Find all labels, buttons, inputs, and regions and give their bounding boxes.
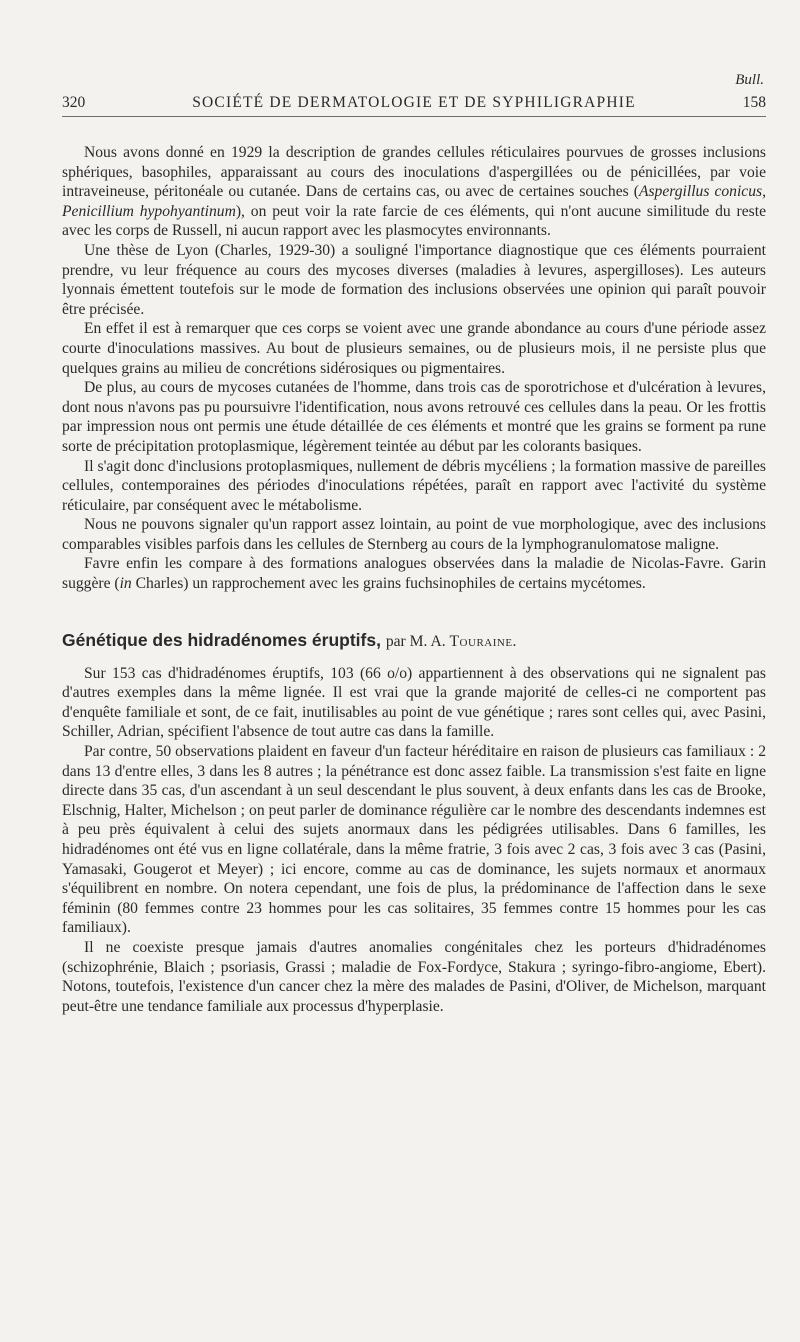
article-title: Génétique des hidradénomes éruptifs, par M. A. Touraine. [62,629,517,650]
paragraph: Une thèse de Lyon (Charles, 1929-30) a souligné l'importance diagnostique que ces éléments pourraient prendre, vu leur fréquence au cours des mycoses diverses (maladies à levures, aspergilloses). Les auteurs lyonnais émettent toutefois sur le mode de formation des inclusions observées une opinion qui paraît pouvoir être précisée. [62,241,766,318]
article-body-2 [62,628,766,1017]
paragraph: Il s'agit donc d'inclusions protoplasmiques, nullement de débris mycéliens ; la formation massive de pareilles cellules, contemporaines des périodes d'inoculations répétées, paraît en rapport avec l'activité du système réticulaire, par conséquent avec le métabolisme. [62,457,766,514]
byline: par M. A. Touraine. [385,632,517,650]
article-body-1 [62,143,766,594]
paragraph: En effet il est à remarquer que ces corps se voient avec une grande abondance au cours d'une période assez courte d'inoculations massives. Au bout de plusieurs semaines, ou de plusieurs mois, il ne persiste plus que quelques grains au milieu de concrétions sidérosiques ou pigmentaires. [62,320,766,377]
paragraph: Nous ne pouvons signaler qu'un rapport assez lointain, au point de vue morphologique, avec des inclusions comparables visibles parfois dans les cellules de Sternberg au cours de la lymphogranulomatose maligne. [62,516,766,553]
paragraph: Favre enfin les compare à des formations analogues observées dans la maladie de Nicolas-Favre. Garin suggère (in Charles) un rapprochement avec les grains fuchsinophiles de certains mycétomes. [62,555,766,593]
paragraph: De plus, au cours de mycoses cutanées de l'homme, dans trois cas de sporotrichose et d'ulcération à levures, dont nous n'avons pas pu poursuivre l'identification, nous avons retrouvé ces cellules dans la peau. Or les frottis par impression nous ont permis une étude détaillée de ces éléments et montré que les grains se forment pa rune sorte de précipitation protoplasmique, légèrement teintée au début par les colorants basiques. [62,379,766,455]
issue-number: 158 [742,94,766,111]
journal-abbreviation: Bull. [735,72,764,88]
species-names: Aspergillus conicus, Penicillium hypohyantinum [62,183,766,220]
page-number: 320 [62,94,86,111]
running-title: SOCIÉTÉ DE DERMATOLOGIE ET DE SYPHILIGRAPHIE [192,94,636,111]
journal-page [62,70,766,1016]
paragraph: Sur 153 cas d'hidradénomes éruptifs, 103 (66 o/o) appartiennent à des observations qui ne signalent pas d'autres exemples dans la même lignée. Il est vrai que la grande majorité de celles-ci ne comportent pas d'enquête familiale et sont, de ce fait, inutilisables au point de vue génétique ; rares sont celles qui, avec Pasini, Schiller, Adrian, spécifient l'absence de tout autre cas dans la famille. [62,664,766,741]
paragraph: Il ne coexiste presque jamais d'autres anomalies congénitales chez les porteurs d'hidradénomes (schizophrénie, Blaich ; psoriasis, Grassi ; maladie de Fox-Fordyce, Stakura ; syringo-fibro-angiome, Ebert). Notons, toutefois, l'existence d'un cancer chez la mère des malades de Pasini, d'Oliver, de Michelson, marquant peut-être une tendance familiale aux processus d'hyperplasie. [62,938,766,1015]
author-name: Touraine. [449,632,517,650]
running-header [62,90,766,117]
paragraph: Nous avons donné en 1929 la description de grandes cellules réticulaires pourvues de grosses inclusions sphériques, basophiles, apparaissant au cours des inoculations d'aspergillées ou de pénicillées, par voie intraveineuse, péritonéale ou cutanée. Dans de certains cas, ou avec de certaines souches (Aspergillus conicus, Penicillium hypohyantinum), on peut voir la rate farcie de ces éléments, qui n'ont aucune similitude du reste avec les corps de Russell, ni aucun rapport avec les plasmocytes environnants. [62,144,766,240]
paragraph: Par contre, 50 observations plaident en faveur d'un facteur héréditaire en raison de plusieurs cas familiaux : 2 dans 13 d'entre elles, 3 dans les 8 autres ; la pénétrance est donc assez faible. La transmission s'est faite en ligne directe dans 35 cas, d'un ascendant à un seul descendant le plus souvent, à deux enfants dans les cas de Brooke, Elschnig, Halter, Michelson ; on peut parler de dominance régulière car le nombre des descendants indemnes est à peu près équivalent à celui des sujets anormaux dans les pédigrées utilisables. Dans 6 familles, les hidradénomes ont été vus en ligne collatérale, dans la même fratrie, 3 fois avec 2 cas, 3 fois avec 3 cas (Pasini, Yamasaki, Gougerot et Meyer) ; ici encore, comme au cas de dominance, les sujets normaux et anormaux s'équilibrent en nombre. On notera cependant, une fois de plus, la prédominance de l'affection dans le sexe féminin (80 femmes contre 23 hommes pour les cas solitaires, 35 femmes contre 15 hommes pour les cas familiaux). [62,743,766,937]
